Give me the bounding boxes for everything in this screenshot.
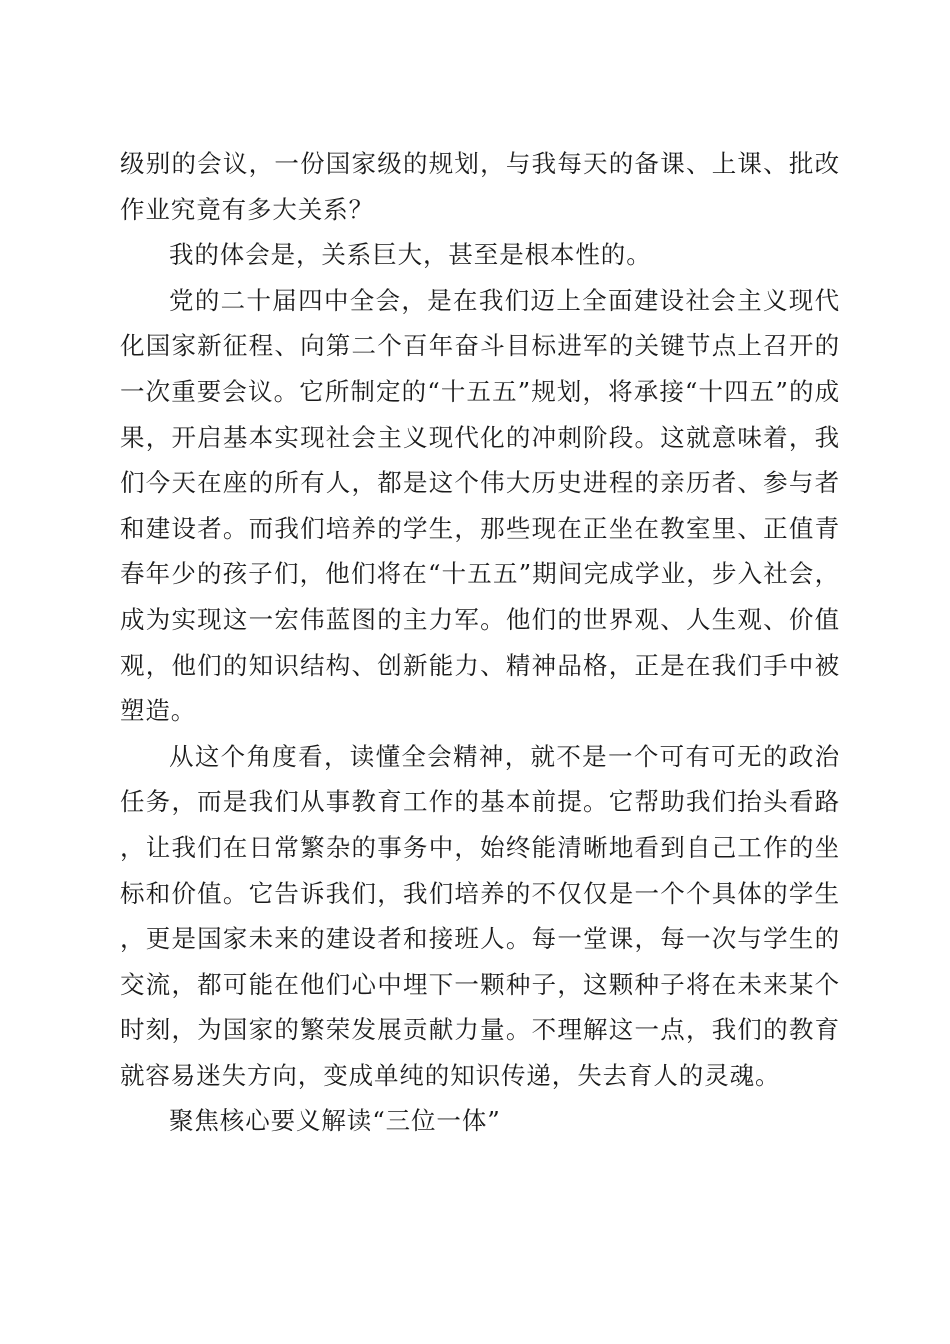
document-body: [120, 141, 840, 1144]
section-heading: 聚焦核心要义解读“三位一体”: [169, 1106, 501, 1136]
paragraph-plenary-session: 党的二十届四中全会，是在我们迈上全面建设社会主义现代化国家新征程、向第二个百年奋斗目标进军的关键节点上召开的一次重要会议。它所制定的“十五五”规划，将承接“十四五”的成果，开启基本实现社会主义现代化的冲刺阶段。这就意味着，我们今天在座的所有人，都是这个伟大历史进程的亲历者、参与者和建设者。而我们培养的学生，那些现在正坐在教室里、正值青春年少的孩子们，他们将在“十五五”期间完成学业，步入社会，成为实现这一宏伟蓝图的主力军。他们的世界观、人生观、价值观，他们的知识结构、创新能力、精神品格，正是在我们手中被塑造。: [120, 285, 840, 726]
paragraph-opinion: 我的体会是，关系巨大，甚至是根本性的。: [169, 240, 652, 270]
paragraph-continuation: 级别的会议，一份国家级的规划，与我每天的备课、上课、批改作业究竟有多大关系？: [120, 149, 840, 224]
paragraph-perspective: 从这个角度看，读懂全会精神，就不是一个可有可无的政治任务，而是我们从事教育工作的基本前提。它帮助我们抬头看路，让我们在日常繁杂的事务中，始终能清晰地看到自己工作的坐标和价值。它告诉我们，我们培养的不仅仅是一个个具体的学生，更是国家未来的建设者和接班人。每一堂课，每一次与学生的交流，都可能在他们心中埋下一颗种子，这颗种子将在未来某个时刻，为国家的繁荣发展贡献力量。不理解这一点，我们的教育就容易迷失方向，变成单纯的知识传递，失去育人的灵魂。: [120, 741, 840, 1090]
